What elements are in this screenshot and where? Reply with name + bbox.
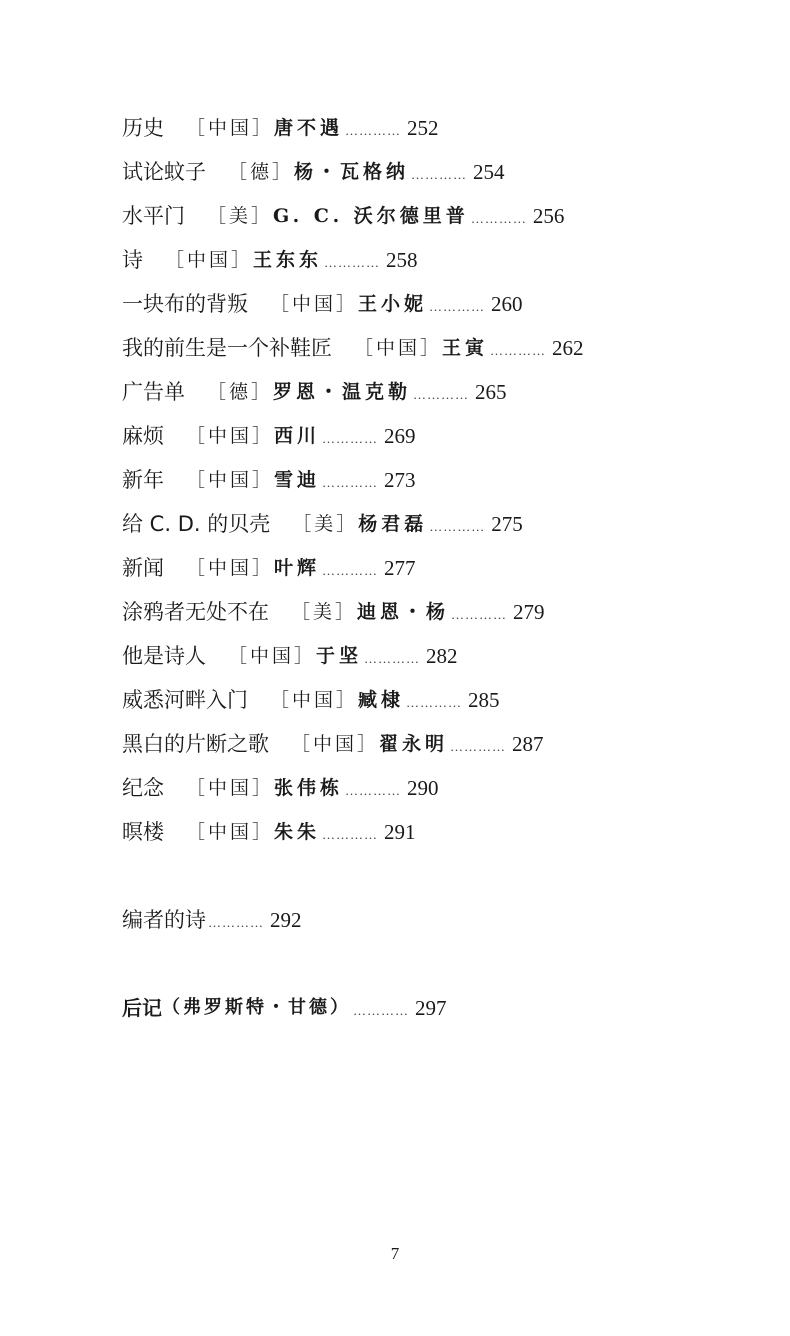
entry-page: 273 <box>384 468 416 492</box>
toc-entry <box>122 502 742 546</box>
toc-entry <box>122 282 742 326</box>
entry-author: 雪迪 <box>274 469 321 491</box>
entry-page: 287 <box>512 732 544 756</box>
leader-dots: ………… <box>364 651 421 666</box>
entry-author: 唐不遇 <box>274 117 344 139</box>
entry-author: （弗罗斯特・甘德） <box>162 997 351 1018</box>
toc-entry <box>122 810 742 854</box>
entry-country: ［美］ <box>292 513 359 535</box>
entry-country: ［中国］ <box>186 557 275 579</box>
entry-title: 广告单 <box>122 380 185 404</box>
leader-dots: ………… <box>322 827 379 842</box>
entry-title: 试论蚊子 <box>122 160 206 184</box>
entry-title: 黑白的片断之歌 <box>122 732 269 756</box>
toc-entry <box>122 458 742 502</box>
entry-country: ［美］ <box>291 601 358 623</box>
entry-title: 新年 <box>122 468 164 492</box>
leader-dots: ………… <box>451 607 508 622</box>
entry-country: ［德］ <box>228 161 295 183</box>
leader-dots: ………… <box>324 255 381 270</box>
entry-page: 269 <box>384 424 416 448</box>
entry-country: ［中国］ <box>186 117 275 139</box>
leader-dots: ………… <box>345 783 402 798</box>
entry-country: ［中国］ <box>354 337 443 359</box>
entry-author: G. C. 沃尔德里普 <box>273 205 469 227</box>
toc-entry-editor <box>122 898 742 942</box>
entry-page: 292 <box>270 908 302 932</box>
entry-title: 他是诗人 <box>122 644 206 668</box>
entry-country: ［中国］ <box>186 777 275 799</box>
entry-author: 西川 <box>274 425 321 447</box>
table-of-contents <box>122 106 742 1030</box>
page-number: 7 <box>390 1244 400 1263</box>
entry-page: 282 <box>426 644 458 668</box>
entry-title: 给 C. D. 的贝壳 <box>122 512 271 536</box>
entry-title: 暝楼 <box>122 820 164 844</box>
toc-entry <box>122 194 742 238</box>
entry-author: 臧棣 <box>358 689 405 711</box>
leader-dots: ………… <box>345 123 402 138</box>
leader-dots: ………… <box>322 431 379 446</box>
toc-entry <box>122 326 742 370</box>
entry-page: 291 <box>384 820 416 844</box>
entry-author: 张伟栋 <box>274 777 344 799</box>
entry-author: 迪恩・杨 <box>357 601 450 623</box>
entry-page: 285 <box>468 688 500 712</box>
entry-title: 一块布的背叛 <box>122 292 248 316</box>
entry-title: 麻烦 <box>122 424 164 448</box>
leader-dots: ………… <box>406 695 463 710</box>
entry-country: ［德］ <box>207 381 274 403</box>
leader-dots: ………… <box>450 739 507 754</box>
toc-entry <box>122 150 742 194</box>
entry-title: 水平门 <box>122 204 185 228</box>
entry-country: ［中国］ <box>270 293 359 315</box>
entry-country: ［中国］ <box>186 821 275 843</box>
entry-author: 罗恩・温克勒 <box>273 381 412 403</box>
entry-page: 254 <box>473 160 505 184</box>
entry-title: 纪念 <box>122 776 164 800</box>
entry-title: 历史 <box>122 116 164 140</box>
toc-entry <box>122 590 742 634</box>
leader-dots: ………… <box>470 211 527 226</box>
entry-page: 279 <box>513 600 545 624</box>
entry-author: 叶辉 <box>274 557 321 579</box>
toc-entry <box>122 722 742 766</box>
leader-dots: ………… <box>413 387 470 402</box>
entry-author: 王寅 <box>442 337 489 359</box>
entry-author: 翟永明 <box>379 733 449 755</box>
leader-dots: ………… <box>429 299 486 314</box>
toc-entry <box>122 414 742 458</box>
entry-title: 威悉河畔入门 <box>122 688 248 712</box>
entry-author: 杨君磊 <box>358 513 428 535</box>
leader-dots: ………… <box>429 519 486 534</box>
entry-author: 于坚 <box>316 645 363 667</box>
leader-dots: ………… <box>353 1003 409 1018</box>
entry-title: 新闻 <box>122 556 164 580</box>
entry-country: ［中国］ <box>186 469 275 491</box>
leader-dots: ………… <box>208 915 264 930</box>
entry-country: ［中国］ <box>165 249 254 271</box>
toc-entry <box>122 766 742 810</box>
entry-author: 王小妮 <box>358 293 428 315</box>
entry-page: 262 <box>552 336 584 360</box>
entry-page: 260 <box>491 292 523 316</box>
entry-country: ［中国］ <box>228 645 317 667</box>
section-gap <box>122 942 742 986</box>
entry-page: 252 <box>407 116 439 140</box>
toc-entry <box>122 106 742 150</box>
section-gap <box>122 854 742 898</box>
entry-page: 297 <box>415 996 447 1020</box>
toc-entry <box>122 546 742 590</box>
entry-author: 朱朱 <box>274 821 321 843</box>
leader-dots: ………… <box>322 563 379 578</box>
entry-page: 277 <box>384 556 416 580</box>
entry-title: 诗 <box>122 248 143 272</box>
entry-title: 编者的诗 <box>122 908 206 932</box>
entry-country: ［中国］ <box>270 689 359 711</box>
entry-page: 290 <box>407 776 439 800</box>
entry-title: 我的前生是一个补鞋匠 <box>122 336 332 360</box>
entry-title: 涂鸦者无处不在 <box>122 600 269 624</box>
entry-page: 275 <box>491 512 523 536</box>
entry-title: 后记 <box>122 996 162 1020</box>
entry-author: 王东东 <box>253 249 323 271</box>
toc-entry <box>122 238 742 282</box>
entry-page: 265 <box>475 380 507 404</box>
toc-entry <box>122 370 742 414</box>
entry-page: 256 <box>532 204 565 228</box>
leader-dots: ………… <box>411 167 468 182</box>
toc-entry-afterword <box>122 986 742 1030</box>
toc-entry <box>122 678 742 722</box>
entry-country: ［美］ <box>207 205 274 227</box>
leader-dots: ………… <box>490 343 547 358</box>
entry-country: ［中国］ <box>291 733 380 755</box>
entry-page: 258 <box>386 248 418 272</box>
leader-dots: ………… <box>322 475 379 490</box>
toc-entry <box>122 634 742 678</box>
entry-author: 杨・瓦格纳 <box>294 161 410 183</box>
entry-country: ［中国］ <box>186 425 275 447</box>
